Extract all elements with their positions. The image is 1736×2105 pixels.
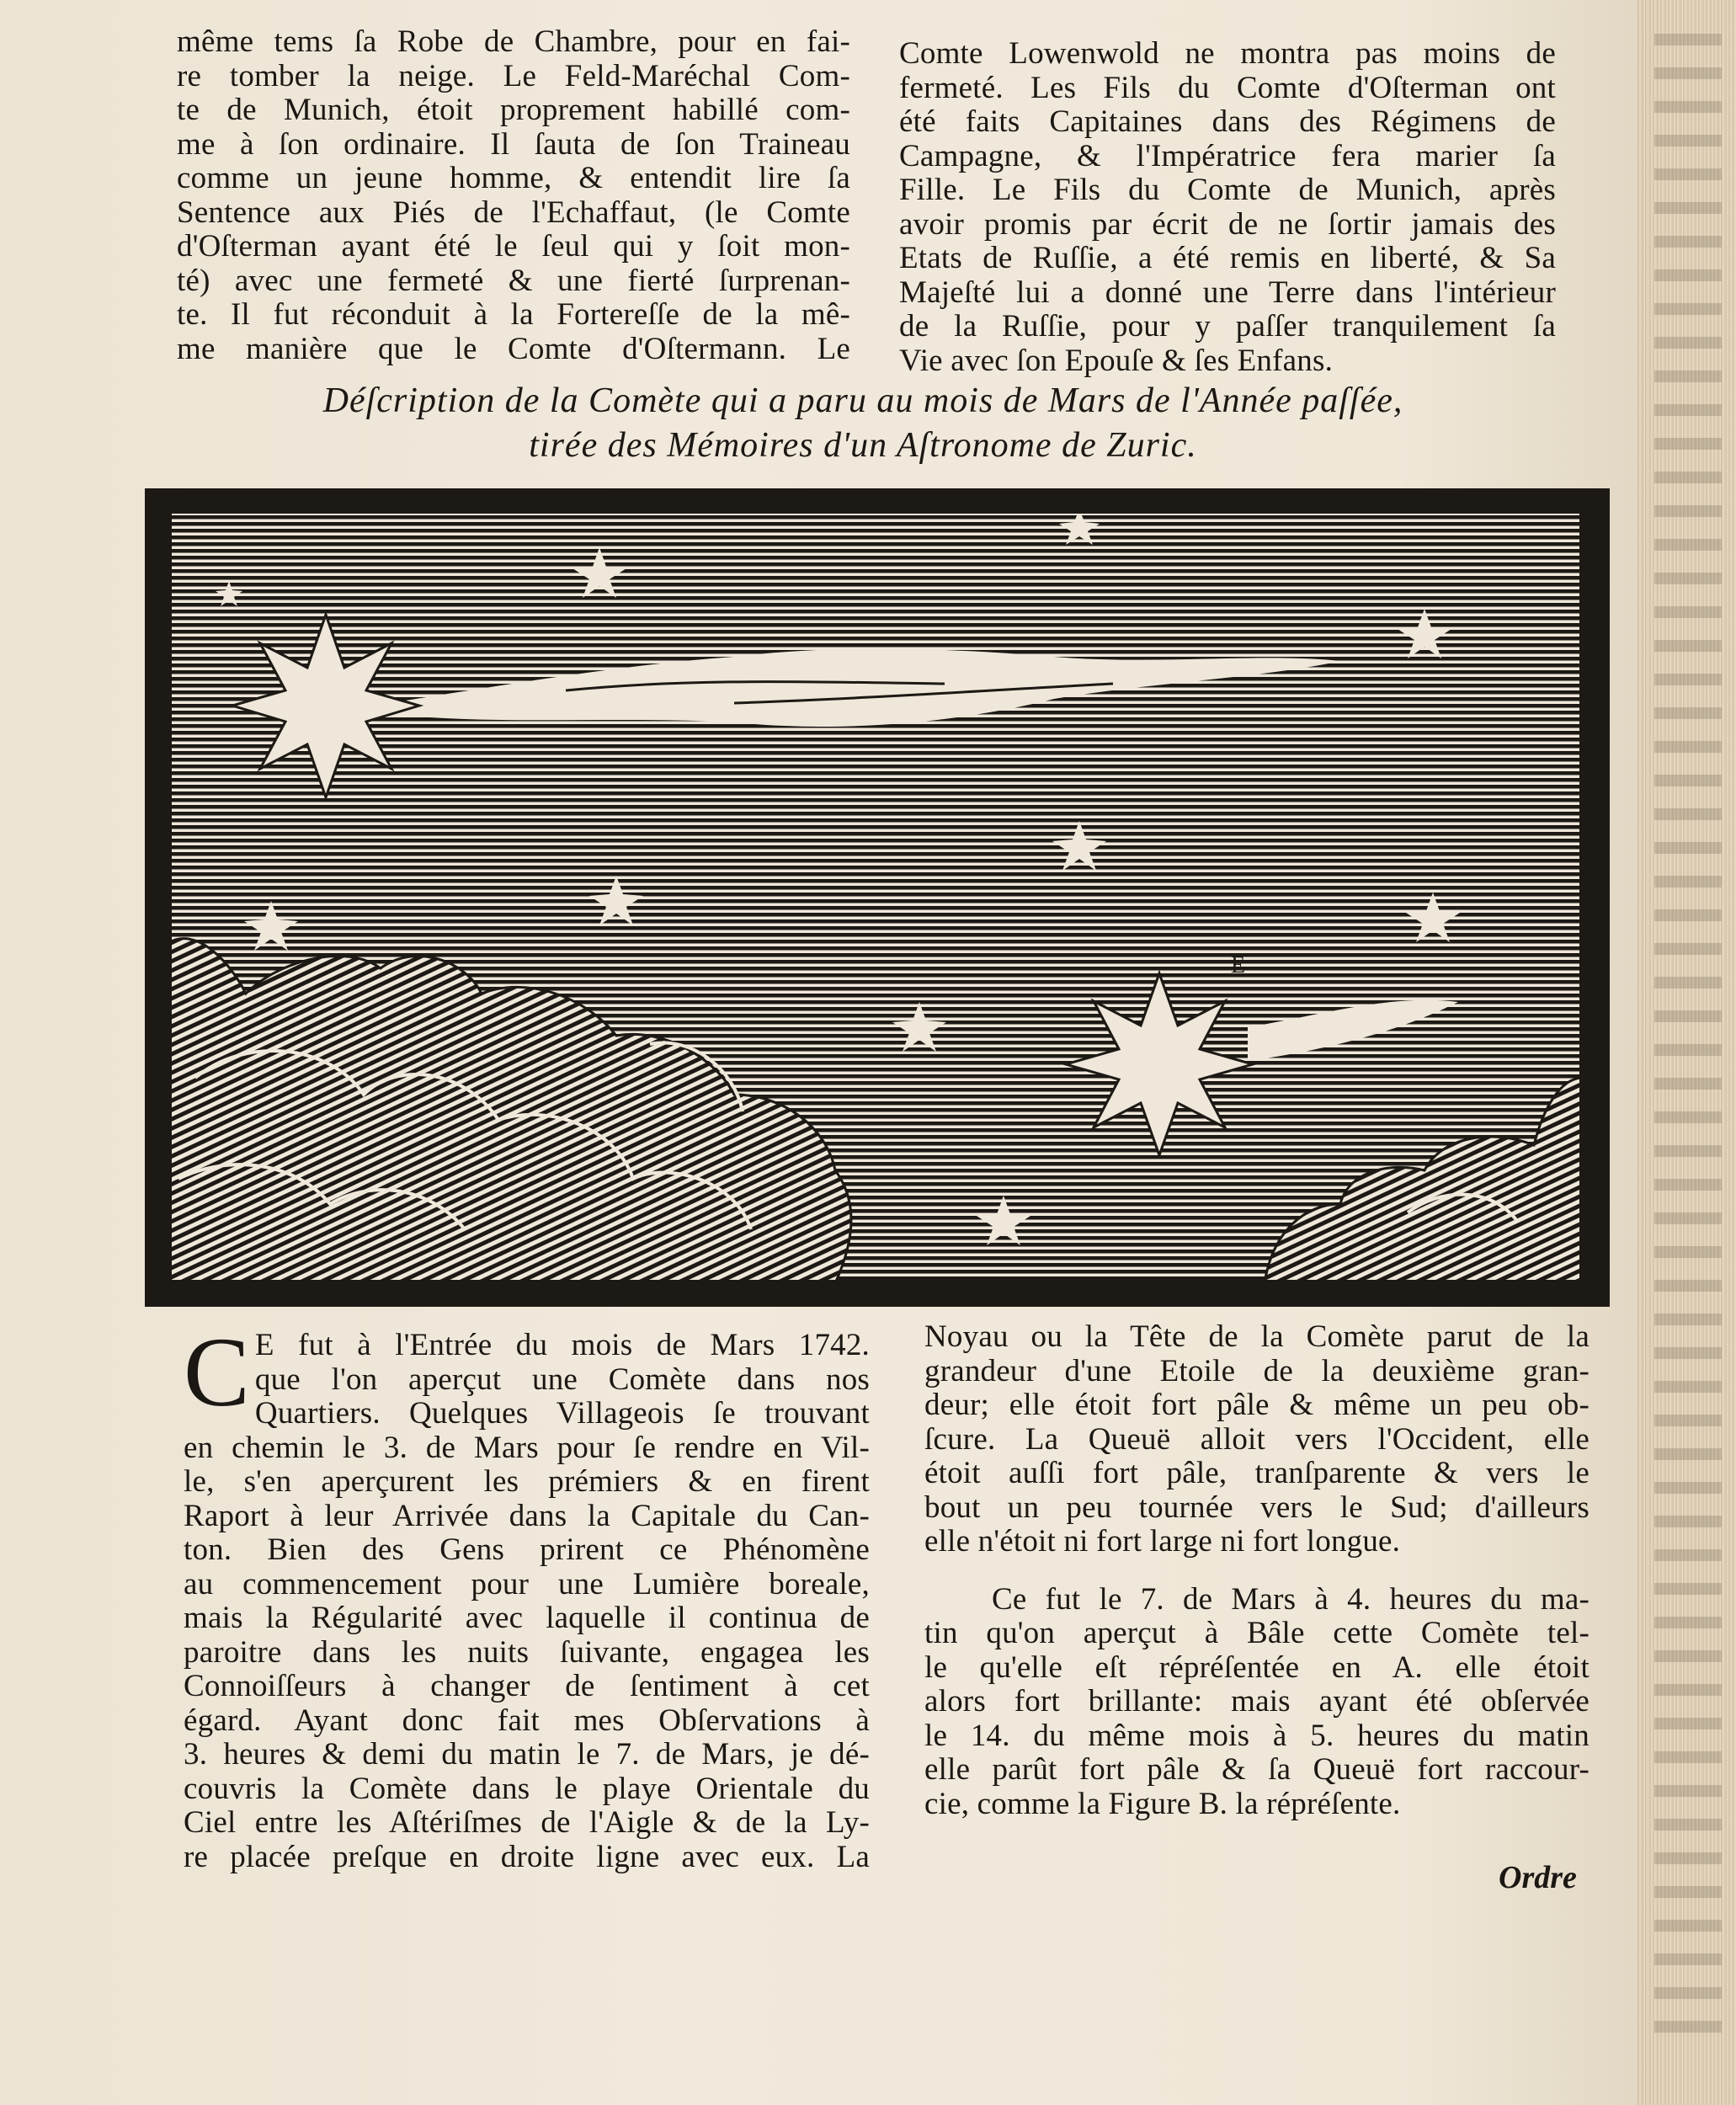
text-line: avoir promis par écrit de ne ſortir jamais des xyxy=(899,206,1556,242)
text-line: re tomber la neige. Le Feld-Maréchal Com- xyxy=(177,58,850,93)
text-line: tin qu'on aperçut à Bâle cette Comète tel- xyxy=(924,1616,1590,1650)
text-line: Vie avec ſon Epouſe & ſes Enfans. xyxy=(899,343,1334,378)
text-line: Quartiers. Quelques Villageois ſe trouvant xyxy=(254,1396,870,1431)
text-line: mais la Régularité avec laquelle il continua de xyxy=(184,1601,870,1635)
comet-b-head-star xyxy=(1066,973,1253,1155)
text-line: elle n'étoit ni fort large ni fort longue. xyxy=(924,1524,1401,1559)
text-line: deur; elle étoit fort pâle & même un peu ob- xyxy=(924,1388,1590,1422)
text-line: ton. Bien des Gens prirent ce Phénomène xyxy=(184,1532,870,1567)
text-line: Connoiſſeurs à changer de ſentiment à cet xyxy=(184,1669,870,1703)
bottom-right-column xyxy=(924,1320,1590,1821)
text-line: été faits Capitaines dans des Régimens de xyxy=(899,104,1556,139)
text-line: paroitre dans les nuits ſuivante, engagea les xyxy=(184,1634,870,1670)
text-line: Ciel entre les Aſtériſmes de l'Aigle & de la Ly- xyxy=(184,1805,870,1840)
comet-a-head-star xyxy=(232,615,419,797)
text-line: en chemin le 3. de Mars pour ſe rendre en Vil- xyxy=(184,1430,870,1465)
section-heading-line-2: tirée des Mémoires d'un Aſtronome de Zuric. xyxy=(529,426,1197,465)
text-line: le qu'elle eſt répréſentée en A. elle étoit xyxy=(924,1649,1590,1685)
text-line: bout un peu tournée vers le Sud; d'ailleurs xyxy=(924,1489,1590,1525)
catchword: Ordre xyxy=(1499,1860,1577,1895)
text-line: le, s'en aperçurent les prémiers & en firent xyxy=(184,1464,870,1499)
bottom-left-column xyxy=(184,1317,870,1874)
text-line: Majeſté lui a donné une Terre dans l'intérieur xyxy=(899,274,1556,310)
text-line: cie, comme la Figure B. la répréſente. xyxy=(924,1786,1401,1821)
text-line: étoit auſſi fort pâle, tranſparente & vers le xyxy=(924,1456,1590,1490)
text-line: alors fort brillante: mais ayant été obſervée xyxy=(924,1684,1590,1719)
text-line: Etats de Ruſſie, a été remis en liberté, & Sa xyxy=(899,241,1556,275)
text-line: que l'on aperçut une Comète dans nos xyxy=(254,1362,870,1397)
text-line: ſcure. La Queuë alloit vers l'Occident, elle xyxy=(924,1421,1590,1457)
text-line: même tems ſa Robe de Chambre, pour en fai- xyxy=(177,24,850,59)
bleed-through-text xyxy=(1654,34,1722,2054)
text-line: d'Oſterman ayant été le ſeul qui y ſoit mon- xyxy=(177,229,850,264)
text-line: de la Ruſſie, pour y paſſer tranquilement ſa xyxy=(899,309,1556,344)
text-line: me manière que le Comte d'Oſtermann. Le xyxy=(177,331,850,366)
text-line: te de Munich, étoit proprement habillé com- xyxy=(177,93,850,127)
text-line: au commencement pour une Lumière boreale, xyxy=(184,1566,870,1601)
drop-cap: C xyxy=(184,1317,250,1427)
text-line: re placée preſque en droite ligne avec eux. La xyxy=(184,1839,870,1874)
top-right-column xyxy=(899,37,1556,378)
text-line: Noyau ou la Tête de la Comète parut de la xyxy=(924,1319,1590,1354)
text-line: 3. heures & demi du matin le 7. de Mars, je dé- xyxy=(184,1737,870,1772)
text-line: Comte Lowenwold ne montra pas moins de xyxy=(899,36,1556,71)
text-line: couvris la Comète dans le playe Orientale du xyxy=(184,1771,870,1806)
text-line: comme un jeune homme, & entendit lire ſa xyxy=(177,161,850,195)
text-line: té) avec une fermeté & une fierté ſurprenan- xyxy=(177,263,850,298)
text-line: égard. Ayant donc fait mes Obſervations à xyxy=(184,1703,870,1738)
adjacent-page-edge xyxy=(1637,0,1736,2105)
text-line: Campagne, & l'Impératrice fera marier ſa xyxy=(899,138,1556,173)
text-line: elle parût fort pâle & ſa Queuë fort raccour- xyxy=(924,1752,1590,1787)
text-line: me à ſon ordinaire. Il ſauta de ſon Traineau xyxy=(177,126,850,162)
text-line: Raport à leur Arrivée dans la Capitale du Can- xyxy=(184,1498,870,1533)
text-line: grandeur d'une Etoile de la deuxième gran- xyxy=(924,1353,1590,1388)
top-left-column xyxy=(177,25,850,366)
text-line: te. Il fut réconduit à la Fortereſſe de la mê- xyxy=(177,297,850,332)
text-line: E fut à l'Entrée du mois de Mars 1742. xyxy=(254,1328,870,1362)
text-line: fermeté. Les Fils du Comte d'Oſterman ont xyxy=(899,70,1556,105)
text-line: le 14. du même mois à 5. heures du matin xyxy=(924,1718,1590,1753)
text-line: Sentence aux Piés de l'Echaffaut, (le Comte xyxy=(177,195,850,230)
comet-woodcut-illustration xyxy=(145,488,1610,1307)
figure-label-e: E xyxy=(1231,952,1246,978)
text-line: Ce fut le 7. de Mars à 4. heures du ma- xyxy=(992,1581,1590,1617)
text-line: Fille. Le Fils du Comte de Munich, après xyxy=(899,173,1556,207)
paragraph-gap xyxy=(924,1559,1590,1583)
section-heading-line-1: Déſcription de la Comète qui a paru au mois de Mars de l'Année paſſée, xyxy=(322,381,1403,420)
